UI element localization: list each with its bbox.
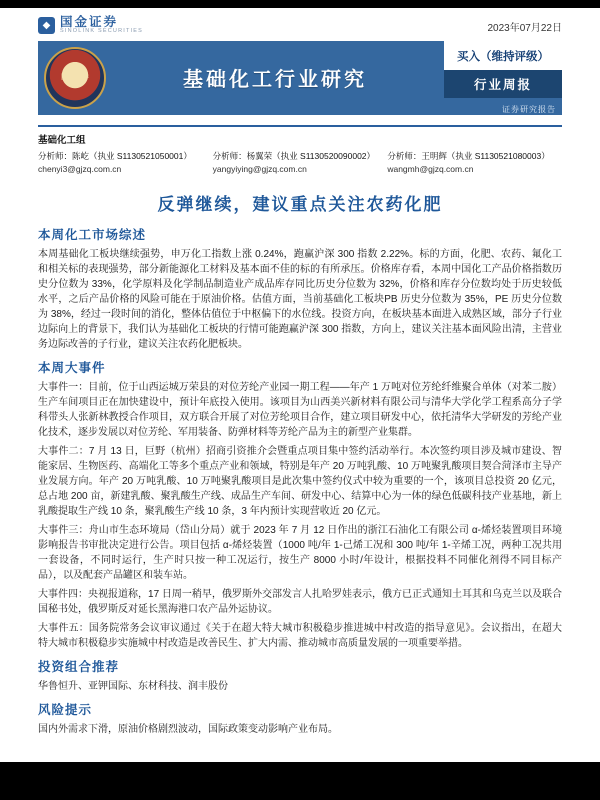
banner-title: 基础化工行业研究	[183, 69, 367, 92]
analyst-item	[213, 150, 388, 174]
section-heading: 本周大事件	[38, 360, 106, 375]
analyst-email: wangmh@gjzq.com.cn	[387, 163, 474, 174]
analyst-item	[387, 150, 562, 174]
company-seal-icon: 国金证券	[44, 47, 106, 109]
brand-logo	[38, 16, 143, 35]
report-page	[0, 8, 600, 762]
section-heading: 投资组合推荐	[38, 659, 120, 674]
analyst-title: 分析师：王明辉（执业 S1130521080003）	[387, 150, 550, 161]
analyst-email: chenyi3@gjzq.com.cn	[38, 163, 122, 174]
risk-text: 国内外需求下滑，原油价格剧烈波动，国际政策变动影响产业布局。	[38, 723, 338, 735]
event-paragraph-2: 大事件二：7 月 13 日，巨野（杭州）招商引资推介会暨重点项目集中签约活动举行。本次签约项目涉及城市建设、智能家居、生物医药、高端化工等多个重点产业和领域，特别是年产 20 万吨乳酸、10 万吨聚乳酸项目契合菏泽市主导产业发展方向。年产 20 万吨乳酸、10 万吨聚乳酸项目是此次集中签约仪式中较为重要的一个，该项目总投资 20 亿元，总占地 200 亩，新建乳酸、聚乳酸生产线、成品生产车间、研发中心、结算中心为一体的绿色低碳科技产业基地，新上乳酸提取生产线 10 条，聚乳酸生产线 10 条，3 年内预计实现营收近 20 亿元。	[38, 445, 562, 517]
top-bar	[0, 8, 600, 39]
report-banner	[38, 41, 562, 115]
team-group-name: 基础化工组	[38, 134, 86, 146]
brand-text	[60, 16, 143, 35]
section-risk-warning	[38, 700, 562, 737]
brand-subname: SINOLINK SECURITIES	[60, 28, 144, 35]
section-portfolio	[38, 657, 562, 694]
section-heading: 本周化工市场综述	[38, 227, 147, 242]
section-paragraph: 本周基础化工板块继续强势，申万化工指数上涨 0.24%，跑赢沪深 300 指数 2.22%。标的方面，化肥、农药、氟化工和相关标的表现强势，部分新能源化工材料及基本面不佳的标的有所承压。价格库存看，本周中国化工产品价格指数历史分位数为 33%，化学原料及化学制品制造业产成品库存同比历史分位数为 32%，价格和库存分位数均处于历史较低水平，之后产品价格的风险可能在于原油价格。估值方面，当前基础化工板块PB 历史分位数为 35%，PE 历史分位数为 38%，经过一段时间的消化，整体估值位于中枢偏下的水位线。投资方向，在板块基本面进入成熟区域，部分子行业边际向上的背景下，我们认为基础化工板块的行情可能跑赢沪深 300 指数，方向上，建议关注基本面风险出清，主营业务边际改善的子行业，建议关注农药化肥板块。	[38, 248, 562, 350]
portfolio-stocks: 华鲁恒升、亚钾国际、东材科技、润丰股份	[38, 680, 228, 692]
rating-box	[444, 41, 562, 115]
event-paragraph-3: 大事件三：舟山市生态环境局（岱山分局）就于 2023 年 7 月 12 日作出的浙江石油化工有限公司 α-烯烃装置项目环境影响报告书审批决定进行公告。项目包括 α-烯烃装置（1000 吨/年 1-己烯工况和 300 吨/年 1-辛烯工况，两种工况共用一套设备，不同时运行，生产时只按一种工况运行，按生产 8000 小时/年设计，根据投料不同催化剂得不同目标产品），以及配套产品罐区和装车站。	[38, 524, 562, 581]
event-paragraph-1: 大事件一：目前，位于山西运城万荣县的对位芳纶产业园一期工程——年产 1 万吨对位芳纶纤维聚合单体（对苯二胺）生产车间项目正在加快建设中，预计年底投入使用。该项目为山西美兴新材料有限公司与清华大学化学工程系高分子学科带头人张新林教授合作项目，双方联合开展了对位芳纶项目合作，建立项目研发中心，依托清华大学研发的芳纶产业化技术，逐步发展以对位芳纶、军用装备、防弹材料等芳纶产品为主的新型产业集群。	[38, 381, 562, 438]
section-weekly-events	[38, 358, 562, 651]
analyst-team-block	[38, 125, 562, 174]
report-type-label: 行业周报	[444, 70, 562, 98]
rating-label: 买入（维持评级）	[444, 41, 562, 70]
analyst-title: 分析师：杨翼荣（执业 S1130520090002）	[212, 150, 376, 161]
report-title: 反弹继续，建议重点关注农药化肥	[157, 194, 443, 214]
event-paragraph-5: 大事件五：国务院常务会议审议通过《关于在超大特大城市积极稳步推进城中村改造的指导意见》。会议指出，在超大特大城市积极稳步实施城中村改造是改善民生、扩大内需、推动城市高质量发展的一项重要举措。	[38, 622, 562, 649]
report-body	[0, 190, 600, 737]
analyst-title: 分析师：陈屹（执业 S1130521050001）	[38, 150, 192, 161]
banner-title-wrap	[106, 41, 444, 115]
brand-name: 国金证券	[60, 15, 119, 29]
event-paragraph-4: 大事件四：央视报道称，17 日周一稍早，俄罗斯外交部发言人扎哈罗娃表示，俄方已正式通知土耳其和乌克兰以及联合国秘书处，俄罗斯反对延长黑海港口农产品外运协议。	[38, 588, 562, 615]
section-market-review	[38, 225, 562, 352]
brand-logo-icon: ◆	[38, 17, 55, 34]
section-heading: 风险提示	[38, 702, 93, 717]
report-date: 2023年07月22日	[487, 23, 562, 34]
analyst-email: yangyiying@gjzq.com.cn	[212, 163, 307, 174]
analyst-item	[38, 150, 213, 174]
analyst-list	[38, 150, 562, 174]
report-category-label: 证券研究报告	[502, 104, 556, 114]
